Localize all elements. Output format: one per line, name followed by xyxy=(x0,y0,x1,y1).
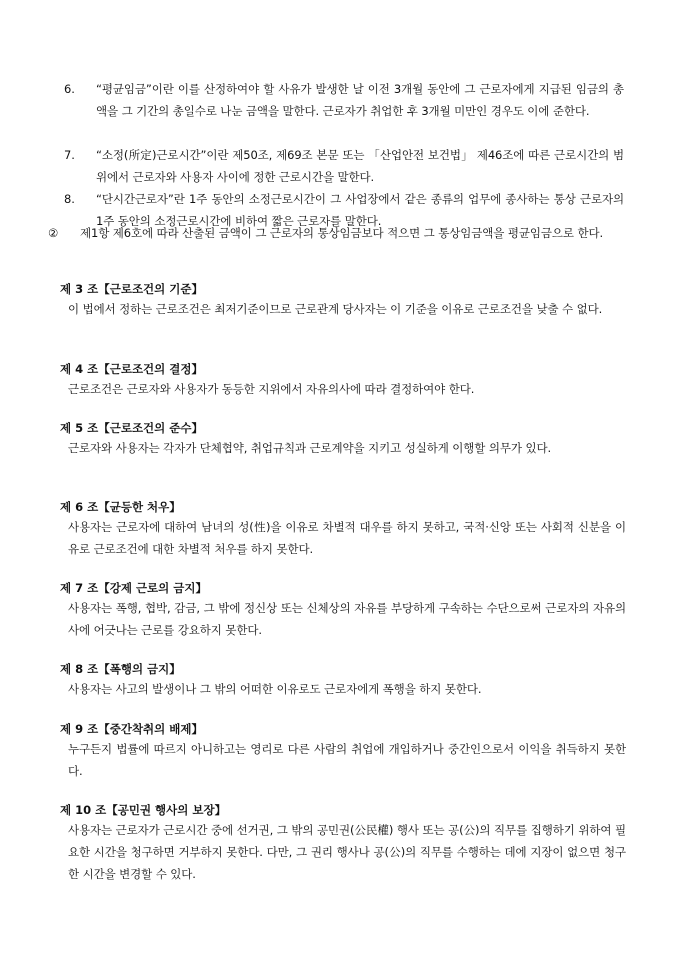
article-body: 사용자는 근로자에 대하여 남녀의 성(性)을 이유로 차별적 대우를 하지 못하고, 국적·신앙 또는 사회적 신분을 이유로 근로조건에 대한 차별적 처우를 하지 못한다. xyxy=(68,520,626,556)
definition-number: 7. xyxy=(64,148,75,162)
definition-item-6 xyxy=(64,78,624,122)
article-body: 근로조건은 근로자와 사용자가 동등한 지위에서 자유의사에 따라 결정하여야 한다. xyxy=(68,382,475,396)
article-heading: 제 3 조【근로조건의 기준】 xyxy=(60,282,203,296)
article-body: 사용자는 근로자가 근로시간 중에 선거권, 그 밖의 공민권(公民權) 행사 또는 공(公)의 직무를 집행하기 위하여 필요한 시간을 청구하면 거부하지 못한다. 다만, 그 권리 행사나 공(公)의 직무를 수행하는 데에 지장이 없으면 청구한 시간을 변경할 수 있다. xyxy=(68,823,626,881)
article-6 xyxy=(60,498,626,560)
article-9 xyxy=(60,720,626,782)
article-heading: 제 7 조【강제 근로의 금지】 xyxy=(60,581,207,595)
article-8 xyxy=(60,660,626,700)
article-heading: 제 6 조【균등한 처우】 xyxy=(60,500,181,514)
article-body: 사용자는 폭행, 협박, 감금, 그 밖에 정신상 또는 신체상의 자유를 부당하게 구속하는 수단으로써 근로자의 자유의사에 어긋나는 근로를 강요하지 못한다. xyxy=(68,601,626,637)
definition-text: “소정(所定)근로시간”이란 제50조, 제69조 본문 또는 「산업안전 보건법」 제46조에 따른 근로시간의 범위에서 근로자와 사용자 사이에 정한 근로시간을 말한다. xyxy=(96,148,624,184)
article-heading: 제 4 조【근로조건의 결정】 xyxy=(60,362,203,376)
paragraph-2 xyxy=(48,222,624,244)
article-5 xyxy=(60,419,626,459)
paragraph-text: 제1항 제6호에 따라 산출된 금액이 그 근로자의 통상임금보다 적으면 그 통상임금액을 평균임금으로 한다. xyxy=(80,226,604,240)
article-body: 이 법에서 정하는 근로조건은 최저기준이므로 근로관계 당사자는 이 기준을 이유로 근로조건을 낮출 수 없다. xyxy=(68,302,603,316)
article-3 xyxy=(60,280,626,320)
article-body: 근로자와 사용자는 각자가 단체협약, 취업규칙과 근로계약을 지키고 성실하게 이행할 의무가 있다. xyxy=(68,441,552,455)
article-7 xyxy=(60,579,626,641)
article-heading: 제 5 조【근로조건의 준수】 xyxy=(60,421,203,435)
article-body: 누구든지 법률에 따르지 아니하고는 영리로 다른 사람의 취업에 개입하거나 중간인으로서 이익을 취득하지 못한다. xyxy=(68,742,626,778)
definition-number: 8. xyxy=(64,192,75,206)
article-10 xyxy=(60,801,626,885)
definition-number: 6. xyxy=(64,82,75,96)
article-4 xyxy=(60,360,626,400)
article-heading: 제 8 조【폭행의 금지】 xyxy=(60,662,181,676)
paragraph-number: ② xyxy=(48,226,59,240)
article-heading: 제 10 조【공민권 행사의 보장】 xyxy=(60,803,227,817)
article-body: 사용자는 사고의 발생이나 그 밖의 어떠한 이유로도 근로자에게 폭행을 하지 못한다. xyxy=(68,682,482,696)
definition-text: “단시간근로자”란 1주 동안의 소정근로시간이 그 사업장에서 같은 종류의 업무에 종사하는 통상 근로자의 1주 동안의 소정근로시간에 비하여 짧은 근로자를 말한다. xyxy=(96,192,624,228)
article-heading: 제 9 조【중간착취의 배제】 xyxy=(60,722,203,736)
definition-text: “평균임금”이란 이를 산정하여야 할 사유가 발생한 날 이전 3개월 동안에 그 근로자에게 지급된 임금의 총액을 그 기간의 총일수로 나눈 금액을 말한다. 근로자가 취업한 후 3개월 미만인 경우도 이에 준한다. xyxy=(96,82,624,118)
definition-item-7 xyxy=(64,144,624,188)
